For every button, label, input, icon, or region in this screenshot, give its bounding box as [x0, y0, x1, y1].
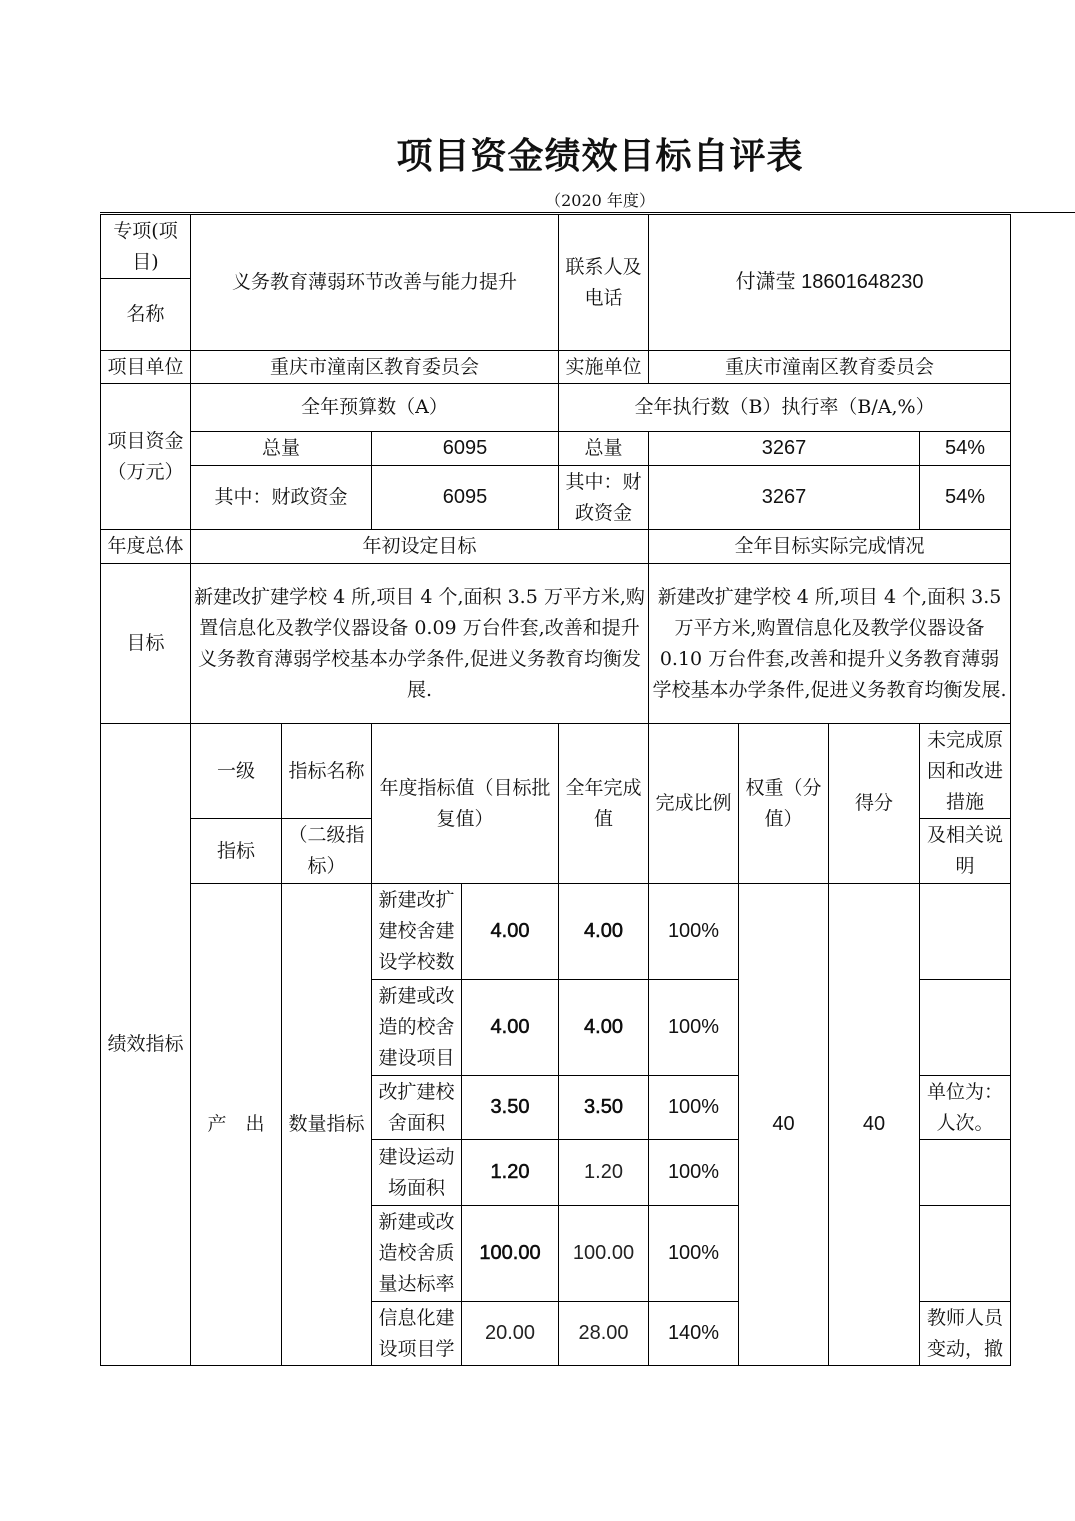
table-row [101, 884, 1011, 980]
name-header: 指标名称 [282, 724, 372, 819]
indicator-name: 新建改扩建校舍建设学校数 [372, 884, 462, 980]
weight-header: 权重（分值） [739, 724, 829, 884]
total-label: 总量 [191, 432, 372, 466]
indicator-target: 4.00 [462, 884, 559, 980]
indicator-ratio: 100% [649, 884, 739, 980]
exec-header: 全年执行数（B）执行率（B/A,%） [559, 384, 1011, 432]
contact-label: 联系人及电话 [559, 215, 649, 351]
target-header: 年度指标值（目标批复值） [372, 724, 559, 884]
indicator-actual: 3.50 [559, 1076, 649, 1140]
indicator-ratio: 100% [649, 1140, 739, 1206]
indicator-score: 40 [829, 884, 920, 1366]
initial-goal-header: 年初设定目标 [191, 530, 649, 564]
impl-unit-label: 实施单位 [559, 351, 649, 384]
actual-header: 全年完成值 [559, 724, 649, 884]
fiscal-rate: 54% [920, 466, 1011, 530]
indicator-name: 新建或改造的校舍建设项目 [372, 980, 462, 1076]
contact-value: 付潇莹 18601648230 [649, 215, 1011, 351]
actual-goal-header: 全年目标实际完成情况 [649, 530, 1011, 564]
note-header: 未完成原因和改进措施 [920, 724, 1011, 819]
indicator-target: 100.00 [462, 1206, 559, 1302]
indicator-target: 3.50 [462, 1076, 559, 1140]
top-rule [100, 212, 1075, 213]
level1-header: 一级 [191, 724, 282, 819]
project-label-name: 名称 [101, 279, 191, 351]
impl-unit-value: 重庆市潼南区教育委员会 [649, 351, 1011, 384]
level2-value: 数量指标 [282, 884, 372, 1366]
total-rate: 54% [920, 432, 1011, 466]
indicator-actual: 1.20 [559, 1140, 649, 1206]
indicator-name: 建设运动场面积 [372, 1140, 462, 1206]
score-header: 得分 [829, 724, 920, 884]
actual-goal-text: 新建改扩建学校 4 所,项目 4 个,面积 3.5 万平方米,购置信息化及教学仪器设备 0.10 万台件套,改善和提升义务教育薄弱学校基本办学条件,促进义务教育均衡发展. [649, 564, 1011, 724]
indicator-ratio: 100% [649, 980, 739, 1076]
indicator-ratio: 140% [649, 1302, 739, 1366]
total-label-exec: 总量 [559, 432, 649, 466]
goal-label: 年度总体 [101, 530, 191, 564]
page-title: 项目资金绩效目标自评表 [396, 135, 804, 177]
total-budget: 6095 [372, 432, 559, 466]
self-evaluation-table [100, 214, 1011, 1366]
indicator-name: 改扩建校舍面积 [372, 1076, 462, 1140]
indicator-ratio: 100% [649, 1206, 739, 1302]
unit-label: 项目单位 [101, 351, 191, 384]
indicator-target: 1.20 [462, 1140, 559, 1206]
indicator-actual: 4.00 [559, 980, 649, 1076]
total-exec: 3267 [649, 432, 920, 466]
indicator-section-label: 绩效指标 [101, 724, 191, 1366]
indicator-actual: 4.00 [559, 884, 649, 980]
unit-value: 重庆市潼南区教育委员会 [191, 351, 559, 384]
page-subtitle: （2020 年度） [545, 191, 655, 210]
indicator-note [920, 1206, 1011, 1302]
ratio-header: 完成比例 [649, 724, 739, 884]
project-name: 义务教育薄弱环节改善与能力提升 [191, 215, 559, 351]
indicator-actual: 28.00 [559, 1302, 649, 1366]
funds-label: 项目资金（万元） [101, 384, 191, 530]
fiscal-budget: 6095 [372, 466, 559, 530]
indicator-name: 信息化建设项目学 [372, 1302, 462, 1366]
indicator-note: 单位为：人次。 [920, 1076, 1011, 1140]
indicator-note [920, 1140, 1011, 1206]
name-header-sub: （二级指标） [282, 819, 372, 884]
fiscal-label: 其中：财政资金 [191, 466, 372, 530]
note-header-sub: 及相关说明 [920, 819, 1011, 884]
budget-header: 全年预算数（A） [191, 384, 559, 432]
initial-goal-text: 新建改扩建学校 4 所,项目 4 个,面积 3.5 万平方米,购置信息化及教学仪器设备 0.09 万台件套,改善和提升义务教育薄弱学校基本办学条件,促进义务教育均衡发展. [191, 564, 649, 724]
level1-header-sub: 指标 [191, 819, 282, 884]
indicator-weight: 40 [739, 884, 829, 1366]
indicator-actual: 100.00 [559, 1206, 649, 1302]
indicator-target: 4.00 [462, 980, 559, 1076]
indicator-note: 教师人员变动，撤 [920, 1302, 1011, 1366]
indicator-name: 新建或改造校舍质量达标率 [372, 1206, 462, 1302]
project-label: 专项(项目) [101, 215, 191, 279]
fiscal-label-exec: 其中：财政资金 [559, 466, 649, 530]
indicator-ratio: 100% [649, 1076, 739, 1140]
indicator-target: 20.00 [462, 1302, 559, 1366]
level1-value: 产 出 [191, 884, 282, 1366]
indicator-note [920, 980, 1011, 1076]
goal-label-target: 目标 [101, 564, 191, 724]
indicator-note [920, 884, 1011, 980]
fiscal-exec: 3267 [649, 466, 920, 530]
